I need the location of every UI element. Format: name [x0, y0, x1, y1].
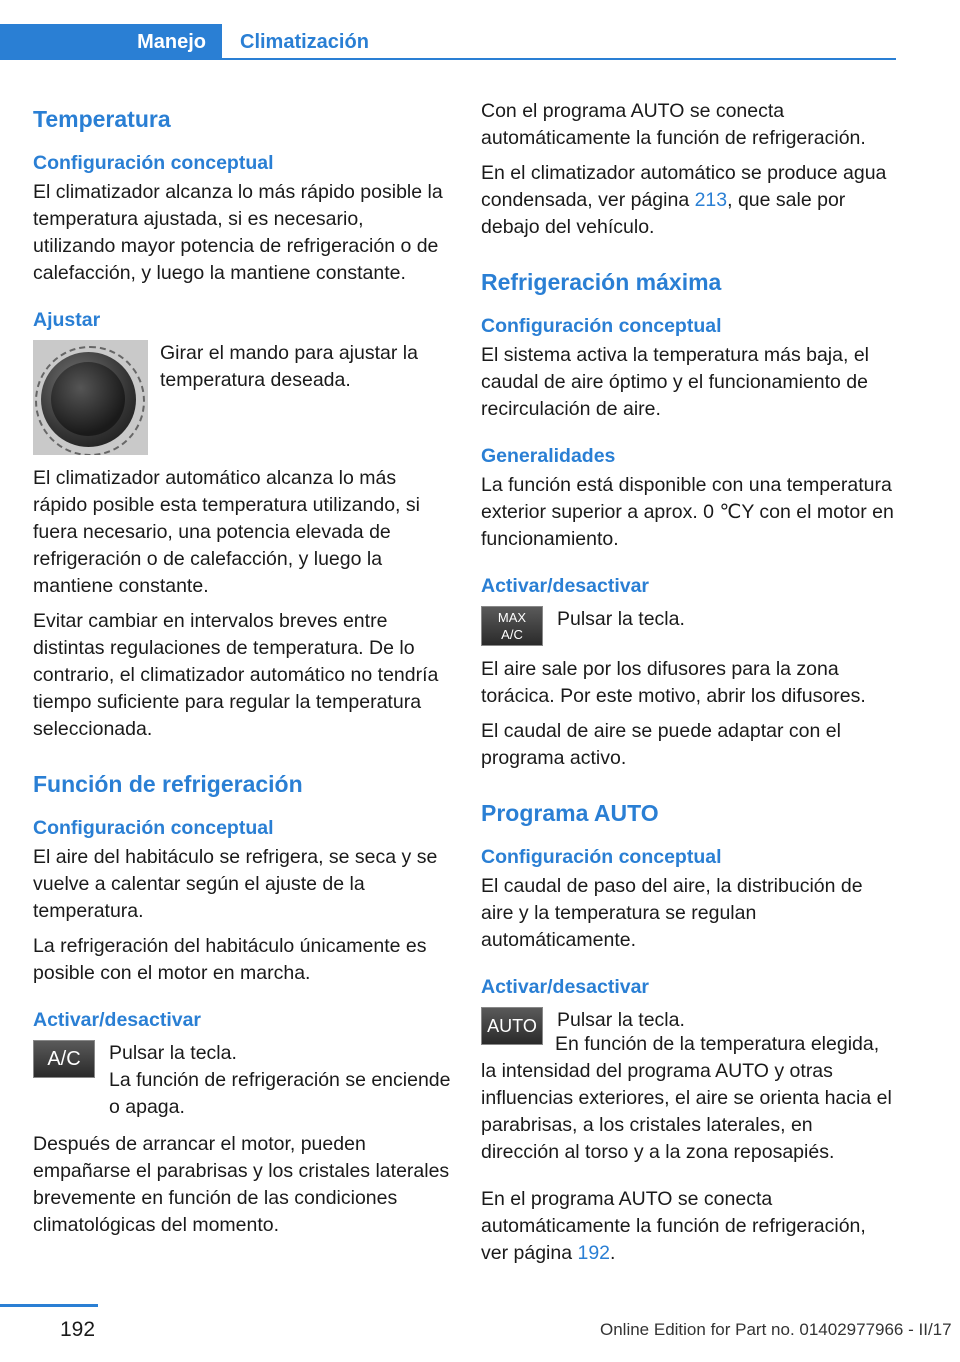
topic-tab[interactable]: Climatización: [240, 30, 369, 53]
paragraph: Pulsar la tecla.: [557, 1009, 685, 1031]
paragraph: La refrigeración del habitáculo únicamente es posible con el motor en marcha.: [33, 935, 427, 984]
paragraph: Después de arrancar el motor, pueden empañarse el parabrisas y los cristales laterales brevemente en función de las condiciones climatológicas del momento.: [33, 1133, 450, 1236]
paragraph: El aire sale por los difusores para la zona torácica. Por este motivo, abrir los difusores.: [481, 658, 866, 707]
text: , que sale por debajo del vehículo.: [481, 189, 846, 238]
subheading-config: Configuración conceptual: [33, 152, 274, 174]
text: En el programa AUTO se conecta automáticamente la función de refrigeración, ver página: [481, 1188, 866, 1264]
paragraph: Pulsar la tecla.: [557, 608, 685, 630]
heading-refrigeracion: Función de refrigeración: [33, 771, 303, 797]
ac-key-row: [33, 1040, 451, 1121]
paragraph: El caudal de aire se puede adaptar con el programa activo.: [481, 720, 841, 769]
subheading-activar: Activar/desactivar: [481, 976, 650, 998]
heading-programa: Programa AUTO: [481, 800, 659, 826]
subheading-config: Configuración conceptual: [33, 817, 274, 839]
text: .: [610, 1242, 616, 1264]
paragraph: Pulsar la tecla.: [109, 1042, 237, 1064]
paragraph: El aire del habitáculo se refrigera, se seca y se vuelve a calentar según el ajuste de la temperatura.: [33, 846, 438, 922]
paragraph: Con el programa AUTO se conecta automáticamente la función de refrigeración.: [481, 100, 866, 149]
paragraph: Girar el mando para ajustar la temperatura deseada.: [160, 342, 418, 391]
auto-key-icon: AUTO: [481, 1007, 543, 1045]
ac-key-icon: A/C: [33, 1040, 95, 1078]
paragraph: Evitar cambiar en intervalos breves entre distintas regulaciones de temperatura. De lo contrario, el climatizador automático no tendría tiempo suficiente para regular la temperatura seleccionada.: [33, 610, 439, 740]
paragraph: [481, 1186, 895, 1267]
paragraph: El sistema activa la temperatura más baja, el caudal de aire óptimo y el funcionamiento de recirculación de aire.: [481, 344, 870, 420]
subheading-generalidades: Generalidades: [481, 445, 616, 467]
left-column: [33, 98, 451, 1247]
header-rule: [222, 58, 896, 60]
subheading-activar: Activar/desactivar: [481, 575, 650, 597]
paragraph: [481, 160, 895, 241]
paragraph: La función está disponible con una temperatura exterior superior a aprox. 0 ℃Y con el motor en funcionamiento.: [481, 474, 894, 550]
paragraph: El climatizador alcanza lo más rápido posible la temperatura ajustada, si es necesario, utilizando mayor potencia de refrigeración o de calefacción, y luego la mantiene constante.: [33, 181, 443, 284]
right-column: [481, 98, 895, 1275]
max-key-row: [481, 606, 895, 646]
paragraph: El caudal de paso del aire, la distribución de aire y la temperatura se regulan automáticamente.: [481, 875, 863, 951]
paragraph: En función de la temperatura elegida, la intensidad del programa AUTO y otras influencias exteriores, el aire se orienta hacia el parabrisas, a los cristales laterales, en dirección al torso y a la zona reposapiés.: [481, 1033, 892, 1163]
paragraph: El climatizador automático alcanza lo más rápido posible esta temperatura utilizando, si fuera necesario, una potencia elevada de refrigeración o de calefacción, y luego la mantiene constante.: [33, 467, 420, 597]
page-link[interactable]: 213: [694, 189, 728, 211]
subheading-config: Configuración conceptual: [481, 846, 722, 868]
heading-max: Refrigeración máxima: [481, 269, 722, 295]
subheading-config: Configuración conceptual: [481, 315, 722, 337]
edition-text: Online Edition for Part no. 01402977966 - II/17: [600, 1320, 952, 1339]
section-tab[interactable]: Manejo: [0, 24, 222, 60]
text: En el climatizador automático se produce agua condensada, ver página: [481, 162, 887, 211]
subheading-activar: Activar/desactivar: [33, 1009, 202, 1031]
temperature-knob-image: [33, 340, 148, 455]
paragraph: La función de refrigeración se enciende o apaga.: [109, 1069, 451, 1118]
page-link[interactable]: 192: [577, 1242, 611, 1264]
subheading-ajustar: Ajustar: [33, 309, 101, 331]
heading-temperatura: Temperatura: [33, 106, 171, 132]
page-number: 192: [60, 1318, 96, 1341]
max-ac-key-icon: MAX A/C: [481, 606, 543, 646]
knob-row: [33, 340, 451, 455]
page-header: [0, 24, 896, 62]
footer-rule: [0, 1304, 98, 1307]
